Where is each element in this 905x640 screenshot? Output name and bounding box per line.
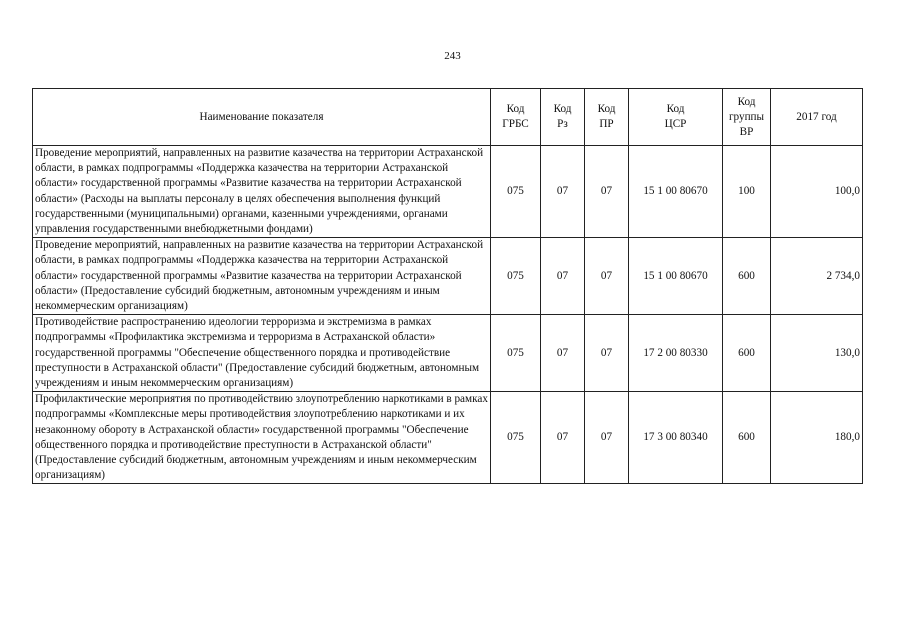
row-rz: 07 — [541, 238, 585, 315]
row-vr: 600 — [723, 238, 771, 315]
header-pr-line-2: ПР — [599, 118, 614, 130]
row-amount: 2 734,0 — [771, 238, 863, 315]
header-csr-line-1: Код — [666, 103, 685, 115]
row-grbs: 075 — [491, 238, 541, 315]
header-vr-line-2: группы — [728, 110, 765, 123]
row-pr: 07 — [585, 238, 629, 315]
row-amount: 130,0 — [771, 315, 863, 392]
header-vr-line-3: ВР — [739, 125, 754, 138]
header-csr-line-2: ЦСР — [664, 118, 687, 130]
header-grbs — [491, 89, 541, 146]
header-vr-line-1: Код — [737, 95, 756, 108]
header-year: 2017 год — [771, 89, 863, 146]
header-row — [33, 89, 863, 146]
row-rz: 07 — [541, 392, 585, 484]
row-grbs: 075 — [491, 315, 541, 392]
header-rz-line-1: Код — [553, 103, 572, 115]
header-rz — [541, 89, 585, 146]
row-pr: 07 — [585, 392, 629, 484]
row-grbs: 075 — [491, 392, 541, 484]
row-csr: 17 3 00 80340 — [629, 392, 723, 484]
row-csr: 15 1 00 80670 — [629, 238, 723, 315]
header-csr — [629, 89, 723, 146]
row-rz: 07 — [541, 146, 585, 238]
header-grbs-line-1: Код — [506, 103, 525, 115]
row-name: Проведение мероприятий, направленных на развитие казачества на территории Астраханской области, в рамках подпрограммы «Поддержка казачества на территории Астраханской области» государственной программы «Развитие казачества на территории Астраханской области» (Предоставление субсидий бюджетным, автономным учреждениям и иным некоммерческим организациям) — [33, 238, 491, 315]
header-pr — [585, 89, 629, 146]
row-name: Профилактические мероприятия по противодействию злоупотреблению наркотиками в рамках подпрограммы «Комплексные меры противодействия злоупотреблению наркотиками и их незаконному обороту в Астраханской области» государственной программы "Обеспечение общественного порядка и противодействие преступности в Астраханской области" (Предоставление субсидий бюджетным, автономным учреждениям и иным некоммерческим организациям) — [33, 392, 491, 484]
row-csr: 17 2 00 80330 — [629, 315, 723, 392]
row-amount: 180,0 — [771, 392, 863, 484]
row-rz: 07 — [541, 315, 585, 392]
page-number: 243 — [444, 50, 461, 62]
row-name: Проведение мероприятий, направленных на развитие казачества на территории Астраханской области, в рамках подпрограммы «Поддержка казачества на территории Астраханской области» государственной программы «Развитие казачества на территории Астраханской области» (Расходы на выплаты персоналу в целях обеспечения выполнения функций государственными (муниципальными) органами, казенными учреждениями, органами управления государственными внебюджетными фондами) — [33, 146, 491, 238]
table-row — [33, 392, 863, 484]
row-name: Противодействие распространению идеологии терроризма и экстремизма в рамках подпрограммы «Профилактика экстремизма и терроризма в Астраханской области» государственной программы "Обеспечение общественного порядка и противодействие преступности в Астраханской области" (Предоставление субсидий бюджетным, автономным учреждениям и иным некоммерческим организациям) — [33, 315, 491, 392]
row-grbs: 075 — [491, 146, 541, 238]
row-pr: 07 — [585, 315, 629, 392]
table-header — [33, 89, 863, 146]
table-body — [33, 146, 863, 484]
budget-table — [32, 88, 863, 484]
row-vr: 600 — [723, 392, 771, 484]
row-vr: 100 — [723, 146, 771, 238]
header-grbs-line-2: ГРБС — [502, 118, 529, 130]
row-pr: 07 — [585, 146, 629, 238]
header-pr-line-1: Код — [597, 103, 616, 115]
row-amount: 100,0 — [771, 146, 863, 238]
table-row — [33, 315, 863, 392]
row-csr: 15 1 00 80670 — [629, 146, 723, 238]
header-name: Наименование показателя — [33, 89, 491, 146]
table-row — [33, 238, 863, 315]
header-rz-line-2: Рз — [557, 118, 568, 130]
row-vr: 600 — [723, 315, 771, 392]
table-row — [33, 146, 863, 238]
header-vr — [723, 89, 771, 146]
